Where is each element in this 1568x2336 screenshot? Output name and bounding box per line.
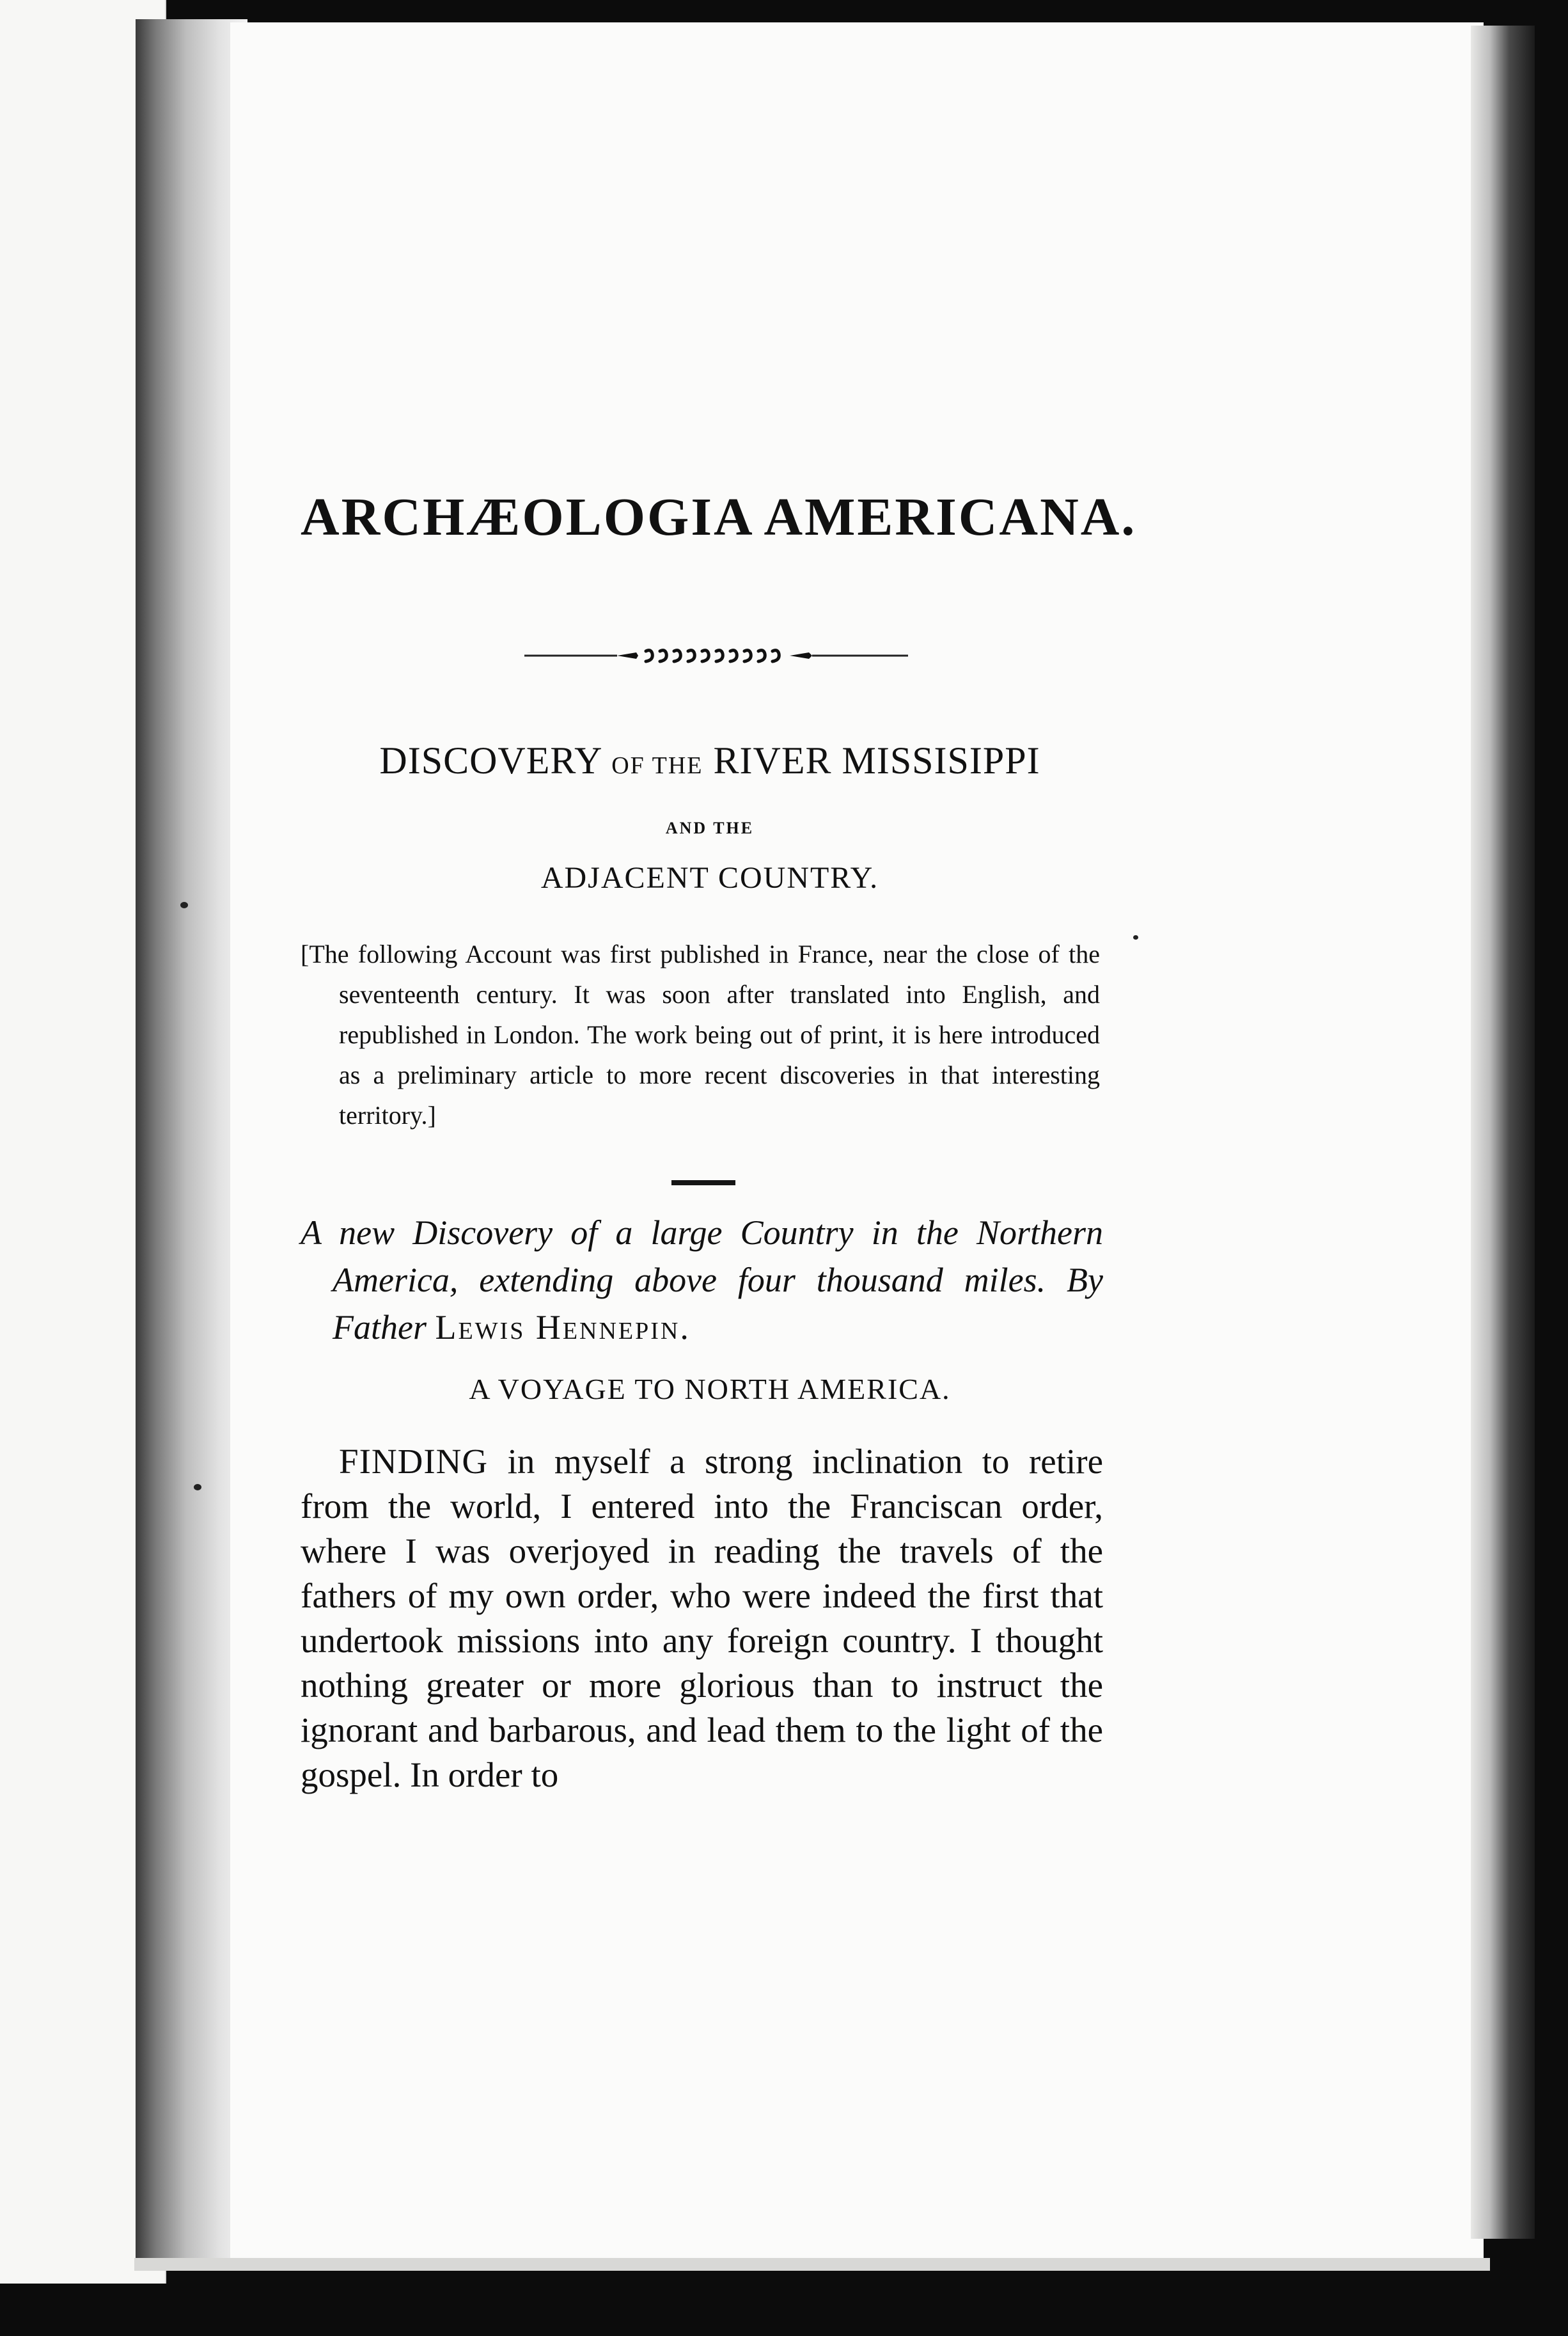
page [230, 22, 1484, 2268]
section-rule [671, 1180, 735, 1185]
speck-mark [180, 902, 188, 908]
citation-author: Lewis Hennepin. [435, 1308, 691, 1346]
heading-river: RIVER MISSISIPPI [713, 739, 1040, 782]
body-lead-word: FINDING [339, 1442, 489, 1481]
citation-text: A new Discovery of a large Country in the Northern America, extending above four thousand miles. By Father [301, 1213, 1103, 1346]
source-citation [301, 1209, 1103, 1351]
heading-discovery: DISCOVERY [379, 739, 602, 782]
body-paragraph [301, 1439, 1103, 1797]
speck-mark [194, 1484, 201, 1490]
bottom-page-shadow [134, 2258, 1490, 2271]
editorial-note: [The following Account was first published in France, near the close of the seventeenth century. It was soon after translated into English, and republished in London. The work being out of print, it is here introduced as a preliminary article to more recent discoveries in that interesting territory.] [301, 940, 1100, 1130]
speck-mark [1133, 935, 1138, 940]
main-heading [301, 739, 1119, 783]
right-page-edge [1471, 26, 1535, 2239]
section-heading: A VOYAGE TO NORTH AMERICA. [469, 1373, 951, 1405]
heading-adjacent-country: ADJACENT COUNTRY. [540, 861, 879, 895]
body-text: in myself a strong inclination to retire from the world, I entered into the Franciscan order, where I was overjoyed in reading the travels of the fathers of my own order, who were indeed the first that undertook missions into any foreign country. I thought nothing greater or more glorious than to instruct the ignorant and barbarous, and lead them to the light of the gospel. In order to [301, 1442, 1103, 1794]
ornament-divider-icon [524, 640, 908, 672]
heading-and-the: AND THE [665, 819, 755, 837]
page-title: ARCHÆOLOGIA AMERICANA. [301, 487, 1137, 547]
heading-of-the: OF THE [611, 752, 703, 779]
